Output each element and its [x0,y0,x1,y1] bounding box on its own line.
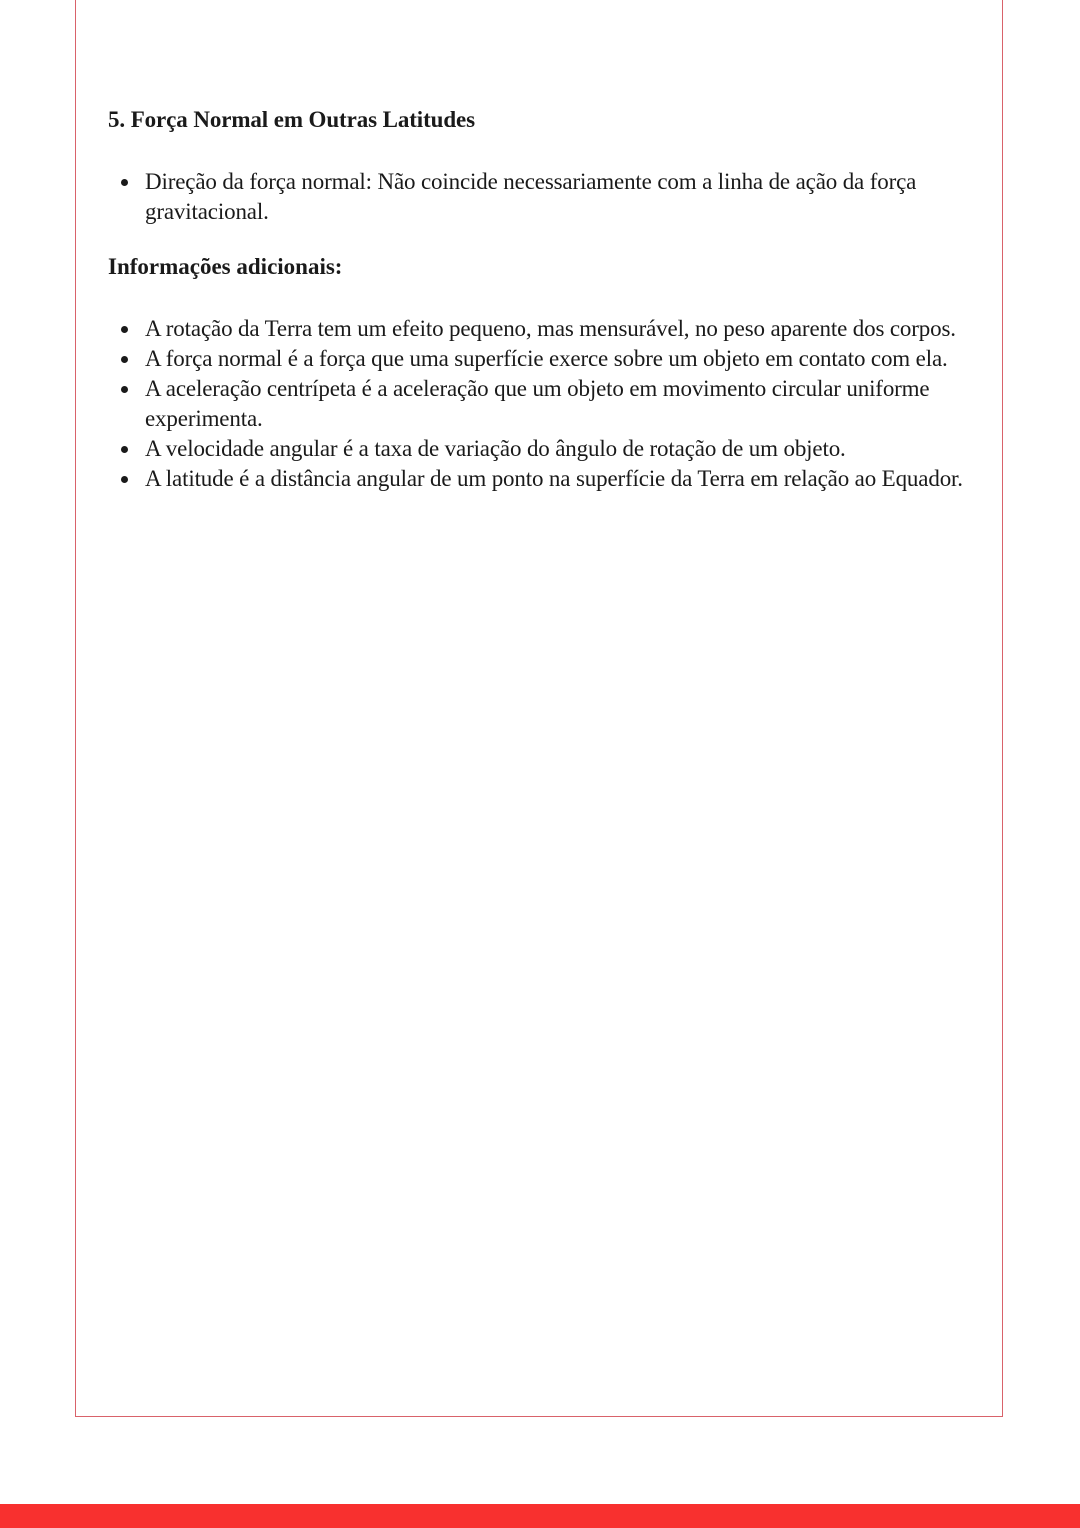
list-item [108,374,988,434]
list-item [108,344,988,374]
list-item-text: Direção da força normal: Não coincide necessariamente com a linha de ação da força gravitacional. [145,169,917,224]
document-content [108,102,988,494]
bullet-icon [121,326,128,333]
list-item-text: A latitude é a distância angular de um ponto na superfície da Terra em relação ao Equador. [145,466,963,491]
list-item [108,314,988,344]
list-item [108,434,988,464]
list-item-text: A rotação da Terra tem um efeito pequeno, mas mensurável, no peso aparente dos corpos. [145,316,956,341]
list-item-text: A aceleração centrípeta é a aceleração que um objeto em movimento circular uniforme experimenta. [145,376,930,431]
list-item [108,167,988,227]
list-item-text: A velocidade angular é a taxa de variação do ângulo de rotação de um objeto. [145,436,846,461]
bullet-icon [121,446,128,453]
bullet-icon [121,356,128,363]
bullet-icon [121,179,128,186]
section-bullet-list [108,167,988,227]
additional-info-heading: Informações adicionais: [108,254,343,279]
footer-accent-bar [0,1504,1080,1528]
bullet-icon [121,386,128,393]
list-item [108,464,988,494]
additional-info-list [108,314,988,494]
section-heading: 5. Força Normal em Outras Latitudes [108,107,475,132]
list-item-text: A força normal é a força que uma superfície exerce sobre um objeto em contato com ela. [145,346,948,371]
bullet-icon [121,476,128,483]
